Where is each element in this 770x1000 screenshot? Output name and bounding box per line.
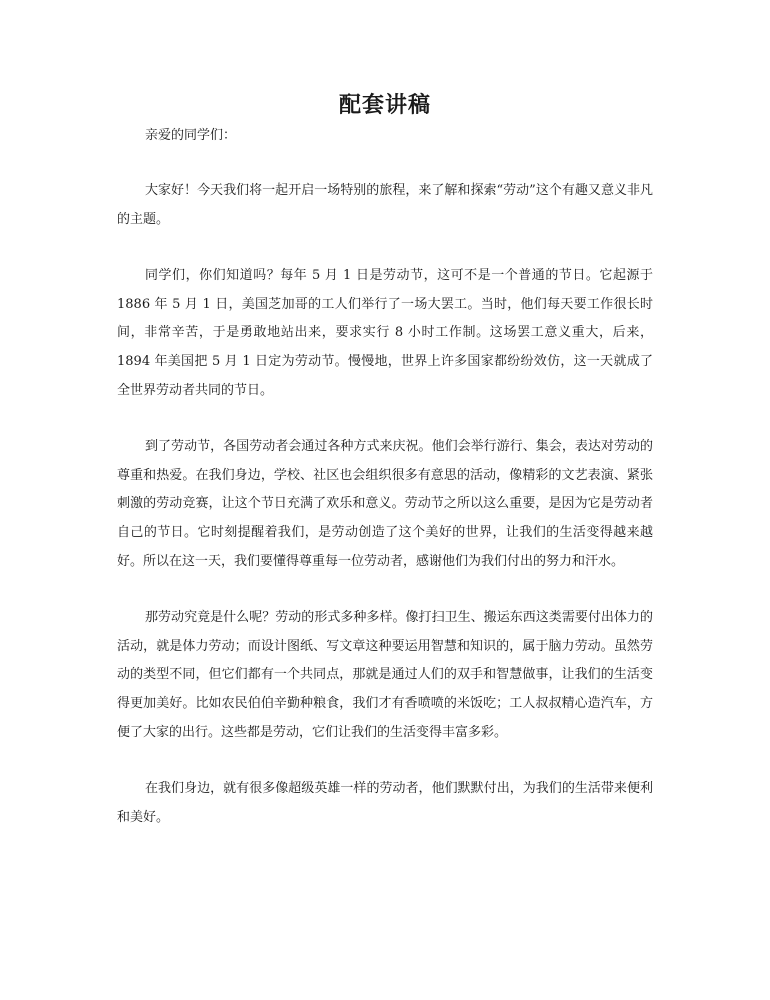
paragraph-celebration: 到了劳动节，各国劳动者会通过各种方式来庆祝。他们会举行游行、集会，表达对劳动的尊重和热爱。在我们身边，学校、社区也会组织很多有意思的活动，像精彩的文艺表演、紧张刺激的劳动竞赛，让这个节日充满了欢乐和意义。劳动节之所以这么重要，是因为它是劳动者自己的节日。它时刻提醒着我们，是劳动创造了这个美好的世界，让我们的生活变得越来越好。所以在这一天，我们要懂得尊重每一位劳动者，感谢他们为我们付出的努力和汗水。 [117, 439, 653, 569]
paragraph-heroes: 在我们身边，就有很多像超级英雄一样的劳动者，他们默默付出，为我们的生活带来便利和美好。 [117, 781, 653, 825]
salutation: 亲爱的同学们： [145, 128, 237, 143]
paragraph-what-is-labor: 那劳动究竟是什么呢？劳动的形式多种多样。像打扫卫生、搬运东西这类需要付出体力的活动，就是体力劳动；而设计图纸、写文章这种要运用智慧和知识的，属于脑力劳动。虽然劳动的类型不同，但它们都有一个共同点，那就是通过人们的双手和智慧做事，让我们的生活变得更加美好。比如农民伯伯辛勤种粮食，我们才有香喷喷的米饭吃；工人叔叔精心造汽车，方便了大家的出行。这些都是劳动，它们让我们的生活变得丰富多彩。 [117, 610, 653, 740]
document-body [117, 122, 653, 832]
paragraph-intro: 大家好！今天我们将一起开启一场特别的旅程，来了解和探索“劳动”这个有趣又意义非凡的主题。 [117, 183, 653, 227]
paragraph-labor-day-origin: 同学们，你们知道吗？每年 5 月 1 日是劳动节，这可不是一个普通的节日。它起源于 1886 年 5 月 1 日，美国芝加哥的工人们举行了一场大罢工。当时，他们每天要工作很长时间，非常辛苦，于是勇敢地站出来，要求实行 8 小时工作制。这场罢工意义重大，后来，1894 年美国把 5 月 1 日定为劳动节。慢慢地，世界上许多国家都纷纷效仿，这一天就成了全世界劳动者共同的节日。 [117, 268, 653, 398]
document-title: 配套讲稿 [338, 92, 431, 118]
